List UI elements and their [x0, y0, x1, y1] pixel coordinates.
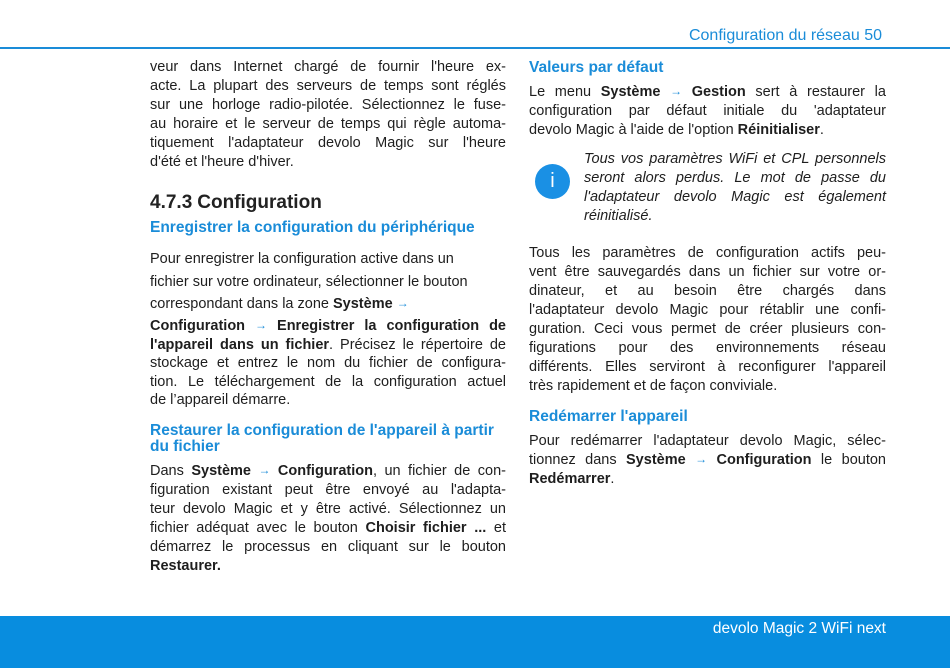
text-run: Pour enregistrer la configuration active dans un — [150, 251, 454, 267]
restore-config-heading — [150, 423, 494, 455]
text-run: l'adaptateur devolo Magic pour rétablir une confi- — [529, 302, 886, 318]
paragraph-line — [150, 248, 506, 271]
note-line — [584, 150, 886, 169]
text-run: devolo Magic à l'aide de l'option — [529, 122, 738, 138]
paragraph-line — [150, 77, 506, 96]
text-run: le bouton — [811, 452, 886, 468]
paragraph-line — [529, 244, 886, 263]
bold-term: Configuration — [270, 463, 373, 479]
note-line — [584, 207, 886, 226]
paragraph-line — [529, 470, 886, 489]
text-run: stockage et entrez le nom du fichier de configura- — [150, 355, 506, 371]
text-run: correspondant dans la zone — [150, 296, 333, 312]
header-section-title: Configuration du réseau — [688, 27, 860, 44]
text-run: fichier sur votre ordinateur, sélectionner le bouton — [150, 273, 468, 290]
paragraph-line — [529, 451, 886, 470]
text-run: très rapidement et de façon conviviale. — [529, 378, 778, 394]
text-run: tion. Le téléchargement de la configuration actuel — [150, 373, 506, 390]
text-run: Tous les paramètres de configuration actifs peu- — [529, 245, 886, 261]
paragraph-line — [150, 500, 506, 519]
paragraph-line — [529, 320, 886, 339]
paragraph-line — [529, 282, 886, 301]
paragraph-line — [150, 293, 506, 316]
paragraph-line — [150, 481, 506, 500]
save-config-intro-paragraph — [150, 248, 506, 316]
bold-term: Configuration — [150, 318, 256, 334]
italic-run: l'adaptateur devolo Magic est également — [584, 189, 886, 205]
bold-term: Système — [333, 296, 397, 312]
paragraph-line — [529, 263, 886, 282]
arrow-icon: → — [670, 84, 683, 98]
bold-term: Gestion — [682, 84, 746, 100]
running-header — [689, 27, 882, 45]
text-run: Dans — [150, 463, 192, 479]
paragraph-line — [529, 102, 886, 121]
paragraph-line — [150, 373, 506, 392]
paragraph-line — [150, 153, 506, 172]
restore-heading-line: du fichier — [150, 438, 220, 455]
restore-heading-line: Restaurer la configuration de l'appareil à partir — [150, 422, 494, 439]
restart-paragraph — [529, 432, 886, 489]
paragraph-line — [150, 557, 506, 576]
text-run: , un fichier de con- — [372, 463, 506, 479]
text-run: sert à restaurer la — [745, 84, 886, 100]
paragraph-line — [150, 354, 506, 373]
arrow-icon: → — [258, 463, 271, 477]
paragraph-line — [529, 377, 886, 396]
text-run: fichier adéquat avec le bouton — [150, 520, 366, 536]
arrow-icon: → — [695, 452, 708, 466]
text-run: Pour redémarrer l'adaptateur devolo Magic, sélec- — [529, 433, 886, 449]
paragraph-line — [150, 391, 506, 410]
paragraph-line — [150, 538, 506, 557]
text-run: vent être sauvegardés dans un fichier sur votre or- — [529, 264, 886, 280]
section-heading-title: Configuration — [197, 192, 322, 213]
paragraph-line — [529, 121, 886, 140]
text-run: tionnez dans — [529, 452, 627, 468]
info-note-text — [584, 150, 886, 226]
text-run: figuration existant peut être envoyé au l'adapta- — [150, 482, 506, 498]
text-run: . — [819, 122, 824, 138]
defaults-heading: Valeurs par défaut — [529, 59, 664, 76]
intro-paragraph — [150, 58, 506, 172]
section-heading — [150, 191, 322, 215]
text-run: configuration par défaut initiale du 'adaptateur — [529, 103, 886, 119]
paragraph-line — [150, 134, 506, 153]
bold-term: l'appareil dans un fichier — [150, 336, 330, 353]
text-run: de l’appareil démarre. — [150, 392, 291, 408]
paragraph-line — [529, 339, 886, 358]
paragraph-line — [529, 432, 886, 451]
italic-run: Tous vos paramètres WiFi et CPL personnels — [584, 151, 886, 167]
bold-term: Configuration — [707, 452, 812, 468]
note-line — [584, 188, 886, 207]
text-run: au horaire et le serveur de temps qui règle automa- — [150, 116, 506, 132]
bold-term: Système — [600, 84, 671, 100]
text-run: Le menu — [529, 84, 601, 100]
text-run: teur devolo Magic et y être activé. Sélectionnez un — [150, 501, 506, 517]
text-run: acte. La plupart des serveurs de temps sont réglés — [150, 78, 506, 94]
paragraph-line — [150, 336, 506, 355]
save-config-heading: Enregistrer la configuration du périphérique — [150, 219, 475, 236]
save-config-paragraph — [150, 317, 506, 410]
paragraph-line — [150, 115, 506, 134]
bold-term: Enregistrer la configuration de — [267, 318, 506, 334]
paragraph-line — [529, 83, 886, 102]
footer-band — [0, 616, 950, 668]
product-name: devolo Magic 2 WiFi next — [712, 620, 886, 637]
text-run: sur une horloge radio-pilotée. Sélectionnez le fuse- — [150, 97, 506, 113]
header-rule — [0, 47, 950, 49]
bold-term: Réinitialiser — [737, 122, 820, 138]
paragraph-line — [150, 271, 506, 294]
section-number: 4.7.3 — [150, 192, 193, 213]
page-number: 50 — [864, 27, 882, 44]
defaults-paragraph — [529, 83, 886, 140]
text-run: démarrez le processus en cliquant sur le bouton — [150, 539, 506, 555]
text-run: différents. Elles serviront à reconfigurer l'appareil — [529, 359, 886, 375]
italic-run: réinitialisé. — [584, 208, 653, 224]
bold-term: Système — [191, 463, 259, 479]
text-run: . Précisez le répertoire de — [329, 336, 506, 353]
text-run: d'été et l'heure d'hiver. — [150, 154, 294, 170]
text-run: tiquement l'adaptateur devolo Magic sur l'heure — [150, 135, 506, 151]
arrow-icon: → — [255, 318, 268, 332]
text-run: guration. Ceci vous permet de créer plusieurs con- — [529, 321, 886, 337]
text-run: veur dans Internet chargé de fournir l'heure ex- — [150, 59, 506, 75]
restore-config-paragraph — [150, 462, 506, 576]
bold-term: Système — [626, 452, 696, 468]
text-run: et — [486, 520, 507, 536]
paragraph-line — [150, 96, 506, 115]
paragraph-line — [150, 462, 506, 481]
bold-term: Choisir fichier ... — [365, 520, 487, 536]
bold-term: Redémarrer — [529, 471, 611, 487]
paragraph-line — [150, 317, 506, 336]
paragraph-line — [529, 301, 886, 320]
arrow-icon: → — [396, 296, 409, 310]
text-run: figurations pour des environnements réseau — [529, 340, 886, 356]
backup-paragraph — [529, 244, 886, 396]
paragraph-line — [150, 58, 506, 77]
text-run: . — [610, 471, 615, 487]
info-icon — [535, 164, 570, 199]
bold-term: Restaurer. — [150, 558, 221, 574]
restart-heading: Redémarrer l'appareil — [529, 408, 688, 425]
text-run: dinateur, et au besoin être chargés dans — [529, 283, 886, 299]
info-icon-glyph: i — [550, 170, 555, 192]
paragraph-line — [150, 519, 506, 538]
paragraph-line — [529, 358, 886, 377]
note-line — [584, 169, 886, 188]
italic-run: seront alors perdus. Le mot de passe du — [584, 170, 886, 186]
